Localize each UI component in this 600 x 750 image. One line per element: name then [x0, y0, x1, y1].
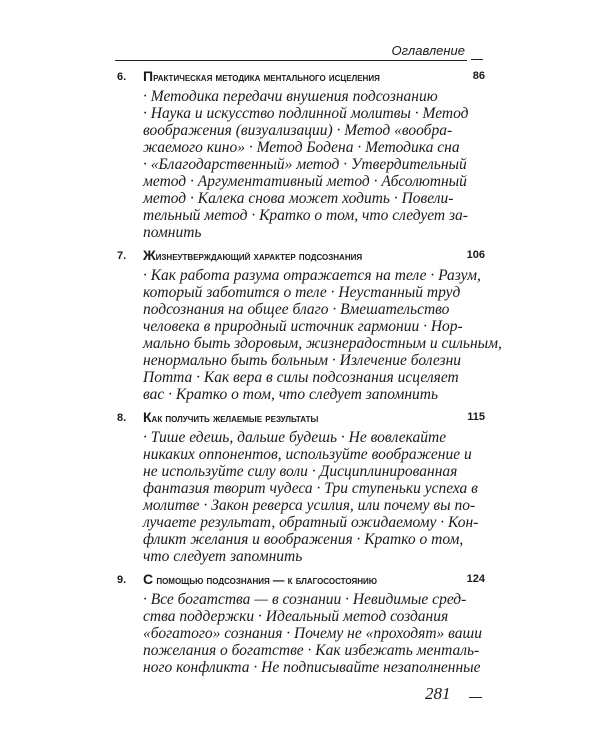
summary-line: пожелания о богатстве · Как избежать менталь- — [143, 642, 480, 659]
summary-line: · Наука и искусство подлинной молитвы · Метод — [143, 105, 469, 122]
summary-line: человека в природный источник гармонии · Нор- — [143, 318, 463, 335]
chapter-summary — [143, 429, 485, 565]
summary-line: жаемого кино» · Метод Бодена · Методика сна — [143, 139, 460, 156]
summary-line: ненормально быть больным · Излечение болезни — [143, 352, 462, 369]
chapter-number: 7. — [117, 250, 127, 262]
summary-line: никаких оппонентов, используйте воображение и — [143, 446, 472, 463]
summary-line: · Все богатства — в сознании · Невидимые сред- — [143, 591, 467, 608]
chapter-page: 86 — [472, 70, 485, 82]
chapter-title: как получить желаемые результаты — [143, 409, 319, 425]
summary-line: вас · Кратко о том, что следует запомнить — [143, 386, 439, 403]
chapter-summary — [143, 591, 485, 676]
summary-line: ства поддержки · Идеальный метод создания — [143, 608, 449, 625]
page-number: 281 — [425, 684, 451, 703]
chapter-title: жизнеутверждающий характер подсознания — [143, 247, 363, 263]
toc-entry — [115, 68, 485, 241]
summary-line: метод · Аргументативный метод · Абсолютный — [143, 173, 467, 190]
footer-dash — [469, 697, 482, 698]
running-header — [115, 42, 467, 61]
summary-line: · Тише едешь, дальше будешь · Не вовлекайте — [143, 429, 447, 446]
chapter-summary — [143, 267, 502, 403]
summary-line: · Методика передачи внушения подсознанию — [143, 88, 438, 105]
chapter-title: с помощью подсознания — к благосостоянию — [143, 571, 378, 587]
table-of-contents — [115, 68, 502, 682]
summary-line: лучаете результат, обратный ожидаемому · Кон- — [143, 514, 479, 531]
running-header-title: Оглавление — [391, 43, 465, 58]
summary-line: тельный метод · Кратко о том, что следует за- — [143, 207, 468, 224]
summary-line: ного конфликта · Не подписывайте незаполненные — [143, 659, 481, 676]
summary-line: молитве · Закон реверса усилия, или почему вы по- — [143, 497, 476, 514]
summary-line: подсознания на общее благо · Вмешательство — [143, 301, 450, 318]
summary-line: воображения (визуализации) · Метод «вообра- — [143, 122, 453, 139]
summary-line: который заботится о теле · Неустанный труд — [143, 284, 461, 301]
toc-entry-heading — [115, 571, 485, 591]
chapter-title: практическая методика ментального исцеления — [143, 68, 380, 84]
chapter-page: 106 — [466, 249, 485, 261]
chapter-number: 8. — [117, 412, 127, 424]
summary-line: помнить — [143, 224, 202, 241]
summary-line: фликт желания и воображения · Кратко о том, — [143, 531, 464, 548]
toc-entry — [115, 247, 502, 403]
summary-line: не используйте силу воли · Дисциплинированная — [143, 463, 458, 480]
summary-line: фантазия творит чудеса · Три ступеньки успеха в — [143, 480, 478, 497]
toc-entry-heading — [115, 409, 485, 429]
toc-entry-heading — [115, 68, 485, 88]
summary-line: мально быть здоровым, жизнерадостным и сильным, — [143, 335, 502, 352]
chapter-page: 124 — [466, 573, 485, 585]
summary-line: · Как работа разума отражается на теле · Разум, — [143, 267, 481, 284]
chapter-page: 115 — [467, 411, 485, 423]
chapter-summary — [143, 88, 485, 241]
toc-entry-heading — [115, 247, 485, 267]
summary-line: · «Благодарственный» метод · Утвердительный — [143, 156, 467, 173]
summary-line: «богатого» сознания · Почему не «проходят» ваши — [143, 625, 482, 642]
chapter-number: 9. — [117, 574, 127, 586]
toc-entry — [115, 409, 485, 565]
toc-entry — [115, 571, 485, 676]
header-dash — [471, 59, 483, 60]
summary-line: Потта · Как вера в силы подсознания исцеляет — [143, 369, 459, 386]
summary-line: метод · Калека снова может ходить · Повели- — [143, 190, 454, 207]
chapter-number: 6. — [117, 71, 127, 83]
summary-line: что следует запомнить — [143, 548, 303, 565]
